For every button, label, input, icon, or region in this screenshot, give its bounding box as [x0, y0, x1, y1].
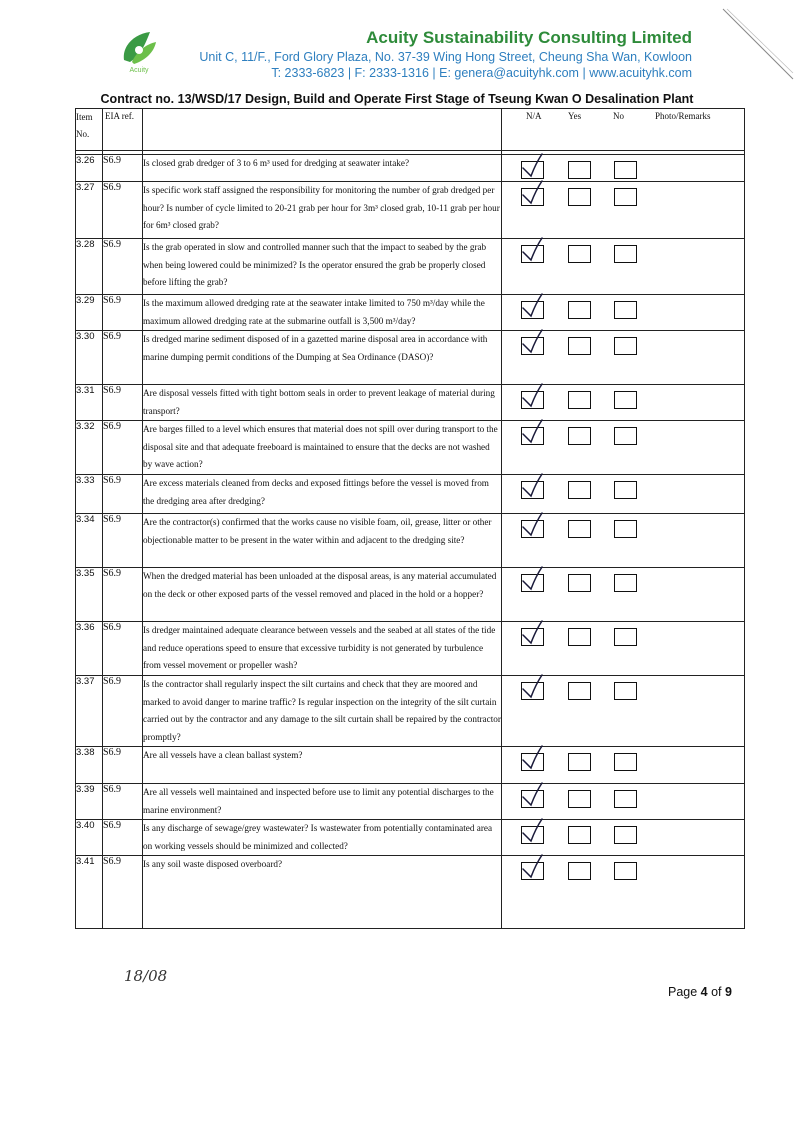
yes-checkbox[interactable] [568, 427, 591, 445]
yes-checkbox[interactable] [568, 391, 591, 409]
no-checkbox[interactable] [614, 391, 637, 409]
answer-cell [502, 331, 745, 385]
eia-reference: S6.9 [103, 295, 143, 331]
checklist-table [75, 108, 745, 929]
eia-reference: S6.9 [103, 182, 143, 239]
handwritten-check-icon [520, 512, 548, 538]
yes-checkbox[interactable] [568, 682, 591, 700]
yes-checkbox[interactable] [568, 790, 591, 808]
header-na: N/A [526, 111, 542, 121]
handwritten-check-icon [520, 854, 548, 880]
no-checkbox[interactable] [614, 753, 637, 771]
svg-text:18/08: 18/08 [124, 967, 168, 985]
table-header-row [76, 109, 745, 151]
eia-reference: S6.9 [103, 622, 143, 676]
eia-reference: S6.9 [103, 747, 143, 784]
answer-cell [502, 622, 745, 676]
answer-cell [502, 676, 745, 747]
item-number: 3.30 [76, 331, 103, 385]
handwritten-check-icon [520, 745, 548, 771]
header-answer [502, 109, 745, 151]
handwritten-check-icon [520, 293, 548, 319]
table-row [76, 239, 745, 295]
handwritten-check-icon [520, 180, 548, 206]
table-row [76, 385, 745, 421]
answer-cell [502, 155, 745, 182]
handwritten-check-icon [520, 473, 548, 499]
eia-reference: S6.9 [103, 784, 143, 820]
no-checkbox[interactable] [614, 161, 637, 179]
yes-checkbox[interactable] [568, 628, 591, 646]
yes-checkbox[interactable] [568, 161, 591, 179]
item-number: 3.32 [76, 421, 103, 475]
no-checkbox[interactable] [614, 574, 637, 592]
eia-reference: S6.9 [103, 820, 143, 856]
table-row [76, 856, 745, 929]
table-row [76, 182, 745, 239]
header-remarks: Photo/Remarks [655, 111, 711, 121]
answer-cell [502, 856, 745, 929]
eia-reference: S6.9 [103, 475, 143, 514]
fax: F: 2333-1316 [354, 66, 429, 80]
company-address: Unit C, 11/F., Ford Glory Plaza, No. 37-39 Wing Hong Street, Cheung Sha Wan, Kowloon [199, 50, 692, 64]
question-text: Is the grab operated in slow and controlled manner such that the impact to seabed by the grab when being lowered could be minimized? Is the operator ensured the grab be properly closed before lifting the grab? [143, 239, 502, 295]
table-row [76, 475, 745, 514]
separator: | [582, 66, 586, 80]
answer-cell [502, 385, 745, 421]
question-text: Is the maximum allowed dredging rate at the seawater intake limited to 750 m³/day while the maximum allowed dredging rate at the submarine outfall is 3,500 m³/day? [143, 295, 502, 331]
no-checkbox[interactable] [614, 790, 637, 808]
eia-reference: S6.9 [103, 568, 143, 622]
header-item-no: Item No. [76, 109, 103, 151]
answer-cell [502, 421, 745, 475]
question-text: Are excess materials cleaned from decks and exposed fittings before the vessel is moved from the dredging area after dredging? [143, 475, 502, 514]
question-text: Are barges filled to a level which ensures that material does not spill over during transport to the disposal site and that adequate freeboard is maintained to ensure that the decks are not washed by wave action? [143, 421, 502, 475]
logo-text: Acuity [129, 67, 149, 74]
yes-checkbox[interactable] [568, 574, 591, 592]
item-number: 3.29 [76, 295, 103, 331]
item-number: 3.40 [76, 820, 103, 856]
separator: | [347, 66, 352, 80]
no-checkbox[interactable] [614, 188, 637, 206]
table-row [76, 676, 745, 747]
item-number: 3.36 [76, 622, 103, 676]
eia-reference: S6.9 [103, 856, 143, 929]
item-number: 3.33 [76, 475, 103, 514]
no-checkbox[interactable] [614, 337, 637, 355]
answer-cell [502, 568, 745, 622]
handwritten-date-note [122, 965, 168, 987]
table-row [76, 747, 745, 784]
no-checkbox[interactable] [614, 826, 637, 844]
item-number: 3.41 [76, 856, 103, 929]
item-number: 3.27 [76, 182, 103, 239]
question-text: Is any soil waste disposed overboard? [143, 856, 502, 929]
answer-cell [502, 239, 745, 295]
question-text: Is dredger maintained adequate clearance between vessels and the seabed at all states of the tide and reduce operations speed to ensure that excessive turbidity is not generated by turbulence from vessel movement or propeller wash? [143, 622, 502, 676]
table-row [76, 514, 745, 568]
handwritten-check-icon [520, 383, 548, 409]
tel: T: 2333-6823 [271, 66, 345, 80]
yes-checkbox[interactable] [568, 520, 591, 538]
header-no: No [613, 111, 624, 121]
header-question [143, 109, 502, 151]
header-eia-ref: EIA ref. [103, 109, 143, 151]
scan-edge-mark [715, 5, 795, 85]
item-number: 3.34 [76, 514, 103, 568]
item-number: 3.28 [76, 239, 103, 295]
handwritten-check-icon [520, 419, 548, 445]
page-number: Page 4 of 9 [668, 985, 732, 999]
question-text: Are all vessels well maintained and inspected before use to limit any potential discharges to the marine environment? [143, 784, 502, 820]
no-checkbox[interactable] [614, 520, 637, 538]
header-yes: Yes [568, 111, 582, 121]
item-number: 3.35 [76, 568, 103, 622]
answer-cell [502, 295, 745, 331]
answer-cell [502, 820, 745, 856]
handwritten-check-icon [520, 566, 548, 592]
yes-checkbox[interactable] [568, 753, 591, 771]
no-checkbox[interactable] [614, 427, 637, 445]
website[interactable]: www.acuityhk.com [589, 66, 692, 80]
yes-checkbox[interactable] [568, 245, 591, 263]
handwritten-check-icon [520, 620, 548, 646]
handwritten-check-icon [520, 153, 548, 179]
item-number: 3.31 [76, 385, 103, 421]
no-checkbox[interactable] [614, 481, 637, 499]
company-logo [112, 24, 166, 80]
eia-reference: S6.9 [103, 676, 143, 747]
no-checkbox[interactable] [614, 245, 637, 263]
item-number: 3.37 [76, 676, 103, 747]
question-text: Are all vessels have a clean ballast system? [143, 747, 502, 784]
question-text: Is dredged marine sediment disposed of in a gazetted marine disposal area in accordance with marine dumping permit conditions of the Dumping at Sea Ordinance (DASO)? [143, 331, 502, 385]
table-row [76, 295, 745, 331]
item-number: 3.26 [76, 155, 103, 182]
table-row [76, 421, 745, 475]
handwritten-check-icon [520, 329, 548, 355]
email[interactable]: E: genera@acuityhk.com [439, 66, 579, 80]
handwritten-check-icon [520, 818, 548, 844]
handwritten-check-icon [520, 237, 548, 263]
table-row [76, 155, 745, 182]
question-text: When the dredged material has been unloaded at the disposal areas, is any material accumulated on the deck or other exposed parts of the vessel removed and placed in the hold or a hopper? [143, 568, 502, 622]
no-checkbox[interactable] [614, 628, 637, 646]
no-checkbox[interactable] [614, 862, 637, 880]
eia-reference: S6.9 [103, 421, 143, 475]
question-text: Is the contractor shall regularly inspect the silt curtains and check that they are moored and marked to avoid danger to marine traffic? Is regular inspection on the integrity of the silt curtain carried out by the contractor and any damage to the silt curtain shall be repaired by the contractor promptly? [143, 676, 502, 747]
item-number: 3.39 [76, 784, 103, 820]
yes-checkbox[interactable] [568, 188, 591, 206]
yes-checkbox[interactable] [568, 337, 591, 355]
table-row [76, 820, 745, 856]
eia-reference: S6.9 [103, 239, 143, 295]
table-row [76, 331, 745, 385]
question-text: Are disposal vessels fitted with tight bottom seals in order to prevent leakage of material during transport? [143, 385, 502, 421]
handwritten-check-icon [520, 674, 548, 700]
separator: | [432, 66, 436, 80]
answer-cell [502, 784, 745, 820]
answer-cell [502, 475, 745, 514]
question-text: Is specific work staff assigned the responsibility for monitoring the number of grab dredged per hour? Is number of cycle limited to 20-21 grab per hour for 3m³ closed grab, 10-11 grab per hour for 6m³ closed grab? [143, 182, 502, 239]
yes-checkbox[interactable] [568, 301, 591, 319]
yes-checkbox[interactable] [568, 481, 591, 499]
table-row [76, 784, 745, 820]
answer-cell [502, 182, 745, 239]
table-row [76, 568, 745, 622]
eia-reference: S6.9 [103, 385, 143, 421]
table-row [76, 622, 745, 676]
yes-checkbox[interactable] [568, 862, 591, 880]
answer-cell [502, 514, 745, 568]
company-name: Acuity Sustainability Consulting Limited [366, 28, 692, 47]
question-text: Are the contractor(s) confirmed that the works cause no visible foam, oil, grease, litter or other objectionable matter to be present in the water within and adjacent to the dredging site? [143, 514, 502, 568]
no-checkbox[interactable] [614, 682, 637, 700]
item-number: 3.38 [76, 747, 103, 784]
question-text: Is closed grab dredger of 3 to 6 m³ used for dredging at seawater intake? [143, 155, 502, 182]
handwritten-check-icon [520, 782, 548, 808]
contract-title: Contract no. 13/WSD/17 Design, Build and Operate First Stage of Tseung Kwan O Desalination Plant [100, 92, 694, 106]
yes-checkbox[interactable] [568, 826, 591, 844]
eia-reference: S6.9 [103, 155, 143, 182]
company-contacts [271, 66, 692, 80]
answer-cell [502, 747, 745, 784]
eia-reference: S6.9 [103, 514, 143, 568]
no-checkbox[interactable] [614, 301, 637, 319]
question-text: Is any discharge of sewage/grey wastewater? Is wastewater from potentially contaminated area on working vessels should be minimized and collected? [143, 820, 502, 856]
eia-reference: S6.9 [103, 331, 143, 385]
